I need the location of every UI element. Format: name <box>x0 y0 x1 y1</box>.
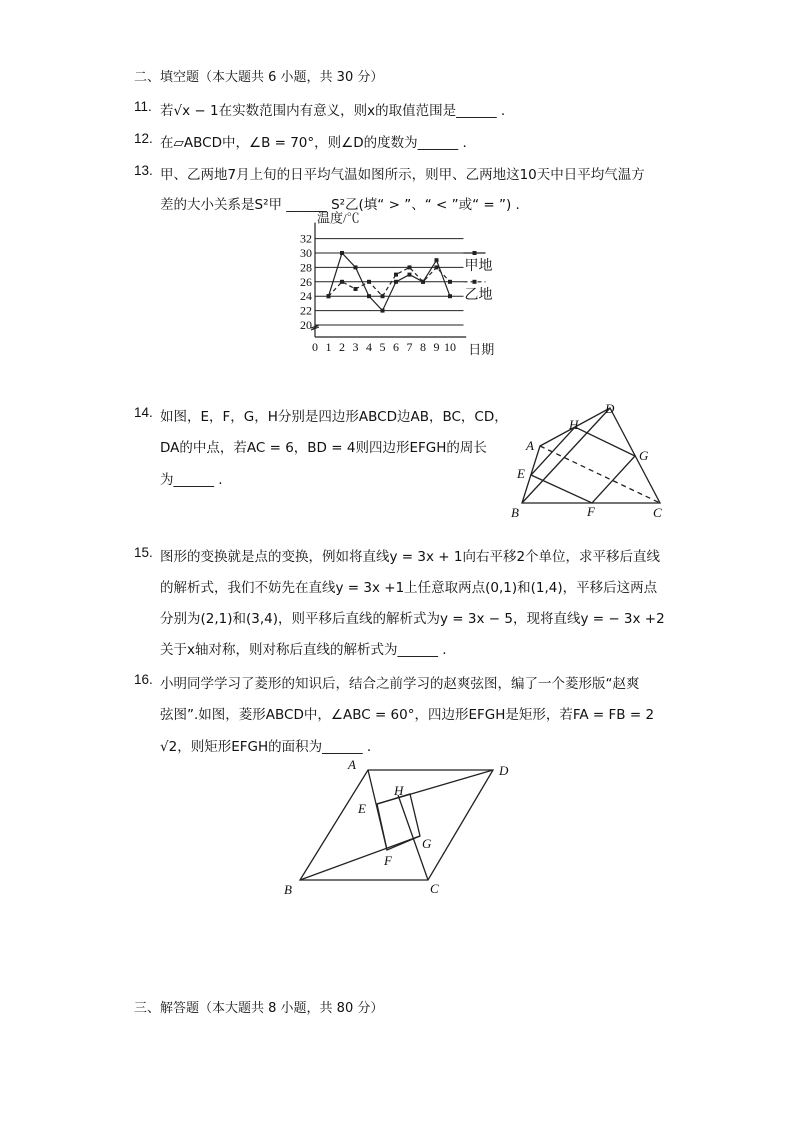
legend-marker <box>473 280 477 284</box>
q14-number: 14. <box>134 405 153 420</box>
x-tick-label: 10 <box>444 340 456 354</box>
x-tick-label: 7 <box>406 340 413 354</box>
label-H: H <box>394 783 404 798</box>
legend-label: 甲地 <box>464 259 493 274</box>
data-point <box>340 251 344 255</box>
y-tick-label: 32 <box>300 231 312 246</box>
data-point <box>408 273 412 277</box>
q12-text: 在▱ABCD中，∠B = 70°，则∠D的度数为______ . <box>160 135 467 151</box>
q15-line3: 分别为(2,1)和(3,4)，则平移后直线的解析式为y = 3x − 5，现将直线y = − 3x +2 <box>160 611 665 627</box>
legend-label: 乙地 <box>464 287 493 303</box>
q16-line3: √2，则矩形EFGH的面积为______ . <box>160 739 372 755</box>
data-point <box>354 287 358 291</box>
label-B: B <box>511 505 519 520</box>
data-point <box>435 258 439 262</box>
q16-line1: 小明同学学习了菱形的知识后，结合之前学习的赵爽弦图，编了一个菱形版“赵爽 <box>160 676 640 692</box>
x-tick-label: 9 <box>433 340 440 354</box>
label-E: E <box>517 466 525 481</box>
label-A: A <box>526 438 534 453</box>
x-tick-label: 0 <box>312 340 318 354</box>
y-tick-label: 28 <box>300 260 312 275</box>
x-tick-label: 8 <box>420 340 426 354</box>
label-G: G <box>422 836 432 851</box>
quad-EFGH <box>531 427 635 503</box>
rhombus-figure <box>280 758 520 898</box>
x-tick-label: 4 <box>366 340 372 354</box>
label-C: C <box>430 881 439 896</box>
data-point <box>394 273 398 277</box>
q12-number: 12. <box>134 131 153 146</box>
label-C: C <box>653 505 662 520</box>
legend-marker <box>473 251 477 255</box>
temperature-chart <box>282 210 512 366</box>
section2-title: 二、填空题（本大题共 6 小题，共 30 分） <box>134 70 384 85</box>
data-point <box>408 265 412 269</box>
label-E: E <box>358 801 366 816</box>
q13-number: 13. <box>134 163 153 178</box>
data-point <box>435 265 439 269</box>
q14-line2: DA的中点，若AC = 6，BD = 4则四边形EFGH的周长 <box>160 440 487 456</box>
q11-number: 11. <box>134 99 152 114</box>
section3-title: 三、解答题（本大题共 8 小题，共 80 分） <box>134 1001 384 1016</box>
y-tick-label: 24 <box>300 289 312 304</box>
data-point <box>394 280 398 284</box>
x-tick-label: 5 <box>379 340 386 354</box>
data-point <box>367 294 371 298</box>
data-point <box>381 294 385 298</box>
quadrilateral-figure <box>505 398 685 528</box>
q15-number: 15. <box>134 545 153 560</box>
label-F: F <box>587 504 595 519</box>
q16-number: 16. <box>134 672 153 687</box>
q13-line1: 甲、乙两地7月上旬的日平均气温如图所示，则甲、乙两地这10天中日平均气温方 <box>160 167 645 183</box>
q15-line2: 的解析式，我们不妨先在直线y = 3x +1上任意取两点(0,1)和(1,4)，平移后这两点 <box>160 580 658 596</box>
diagonal-BD <box>522 408 610 503</box>
x-tick-label: 2 <box>339 340 345 354</box>
y-tick-label: 30 <box>300 246 312 260</box>
label-G: G <box>639 448 649 463</box>
q14-line3: 为______ . <box>160 472 223 488</box>
y-axis-title: 温度/℃ <box>317 210 360 226</box>
label-H: H <box>569 417 579 432</box>
q14-line1: 如图，E，F，G，H分别是四边形ABCD边AB，BC，CD， <box>160 409 508 425</box>
data-point <box>421 280 425 284</box>
data-point <box>340 280 344 284</box>
label-A: A <box>348 758 356 772</box>
x-tick-label: 3 <box>352 340 359 354</box>
data-point <box>448 280 452 284</box>
data-point <box>354 265 358 269</box>
y-tick-label: 20 <box>300 318 312 332</box>
rect-EFGH <box>377 794 420 850</box>
data-point <box>448 294 452 298</box>
q13-line2: 差的大小关系是S²甲 ______ S²乙(填“ > ”、“ < ”或“ = ”) . <box>160 197 520 213</box>
data-point <box>367 280 371 284</box>
data-point <box>327 294 331 298</box>
q11-text: 若√x − 1在实数范围内有意义，则x的取值范围是______ . <box>160 103 506 119</box>
y-tick-label: 26 <box>300 274 312 289</box>
label-D: D <box>605 401 615 416</box>
label-F: F <box>384 853 392 868</box>
label-B: B <box>284 882 292 897</box>
x-tick-label: 1 <box>325 340 332 354</box>
x-axis-title: 日期 <box>468 342 495 357</box>
q16-line2: 弦图”.如图，菱形ABCD中，∠ABC = 60°，四边形EFGH是矩形，若FA = FB = 2 <box>160 707 655 723</box>
data-point <box>381 309 385 313</box>
q15-line1: 图形的变换就是点的变换，例如将直线y = 3x + 1向右平移2个单位，求平移后直线 <box>160 549 661 565</box>
label-D: D <box>499 763 509 778</box>
x-tick-label: 6 <box>393 340 399 354</box>
y-tick-label: 22 <box>300 303 312 318</box>
line-BG <box>300 836 420 880</box>
q15-line4: 关于x轴对称，则对称后直线的解析式为______ . <box>160 642 447 658</box>
